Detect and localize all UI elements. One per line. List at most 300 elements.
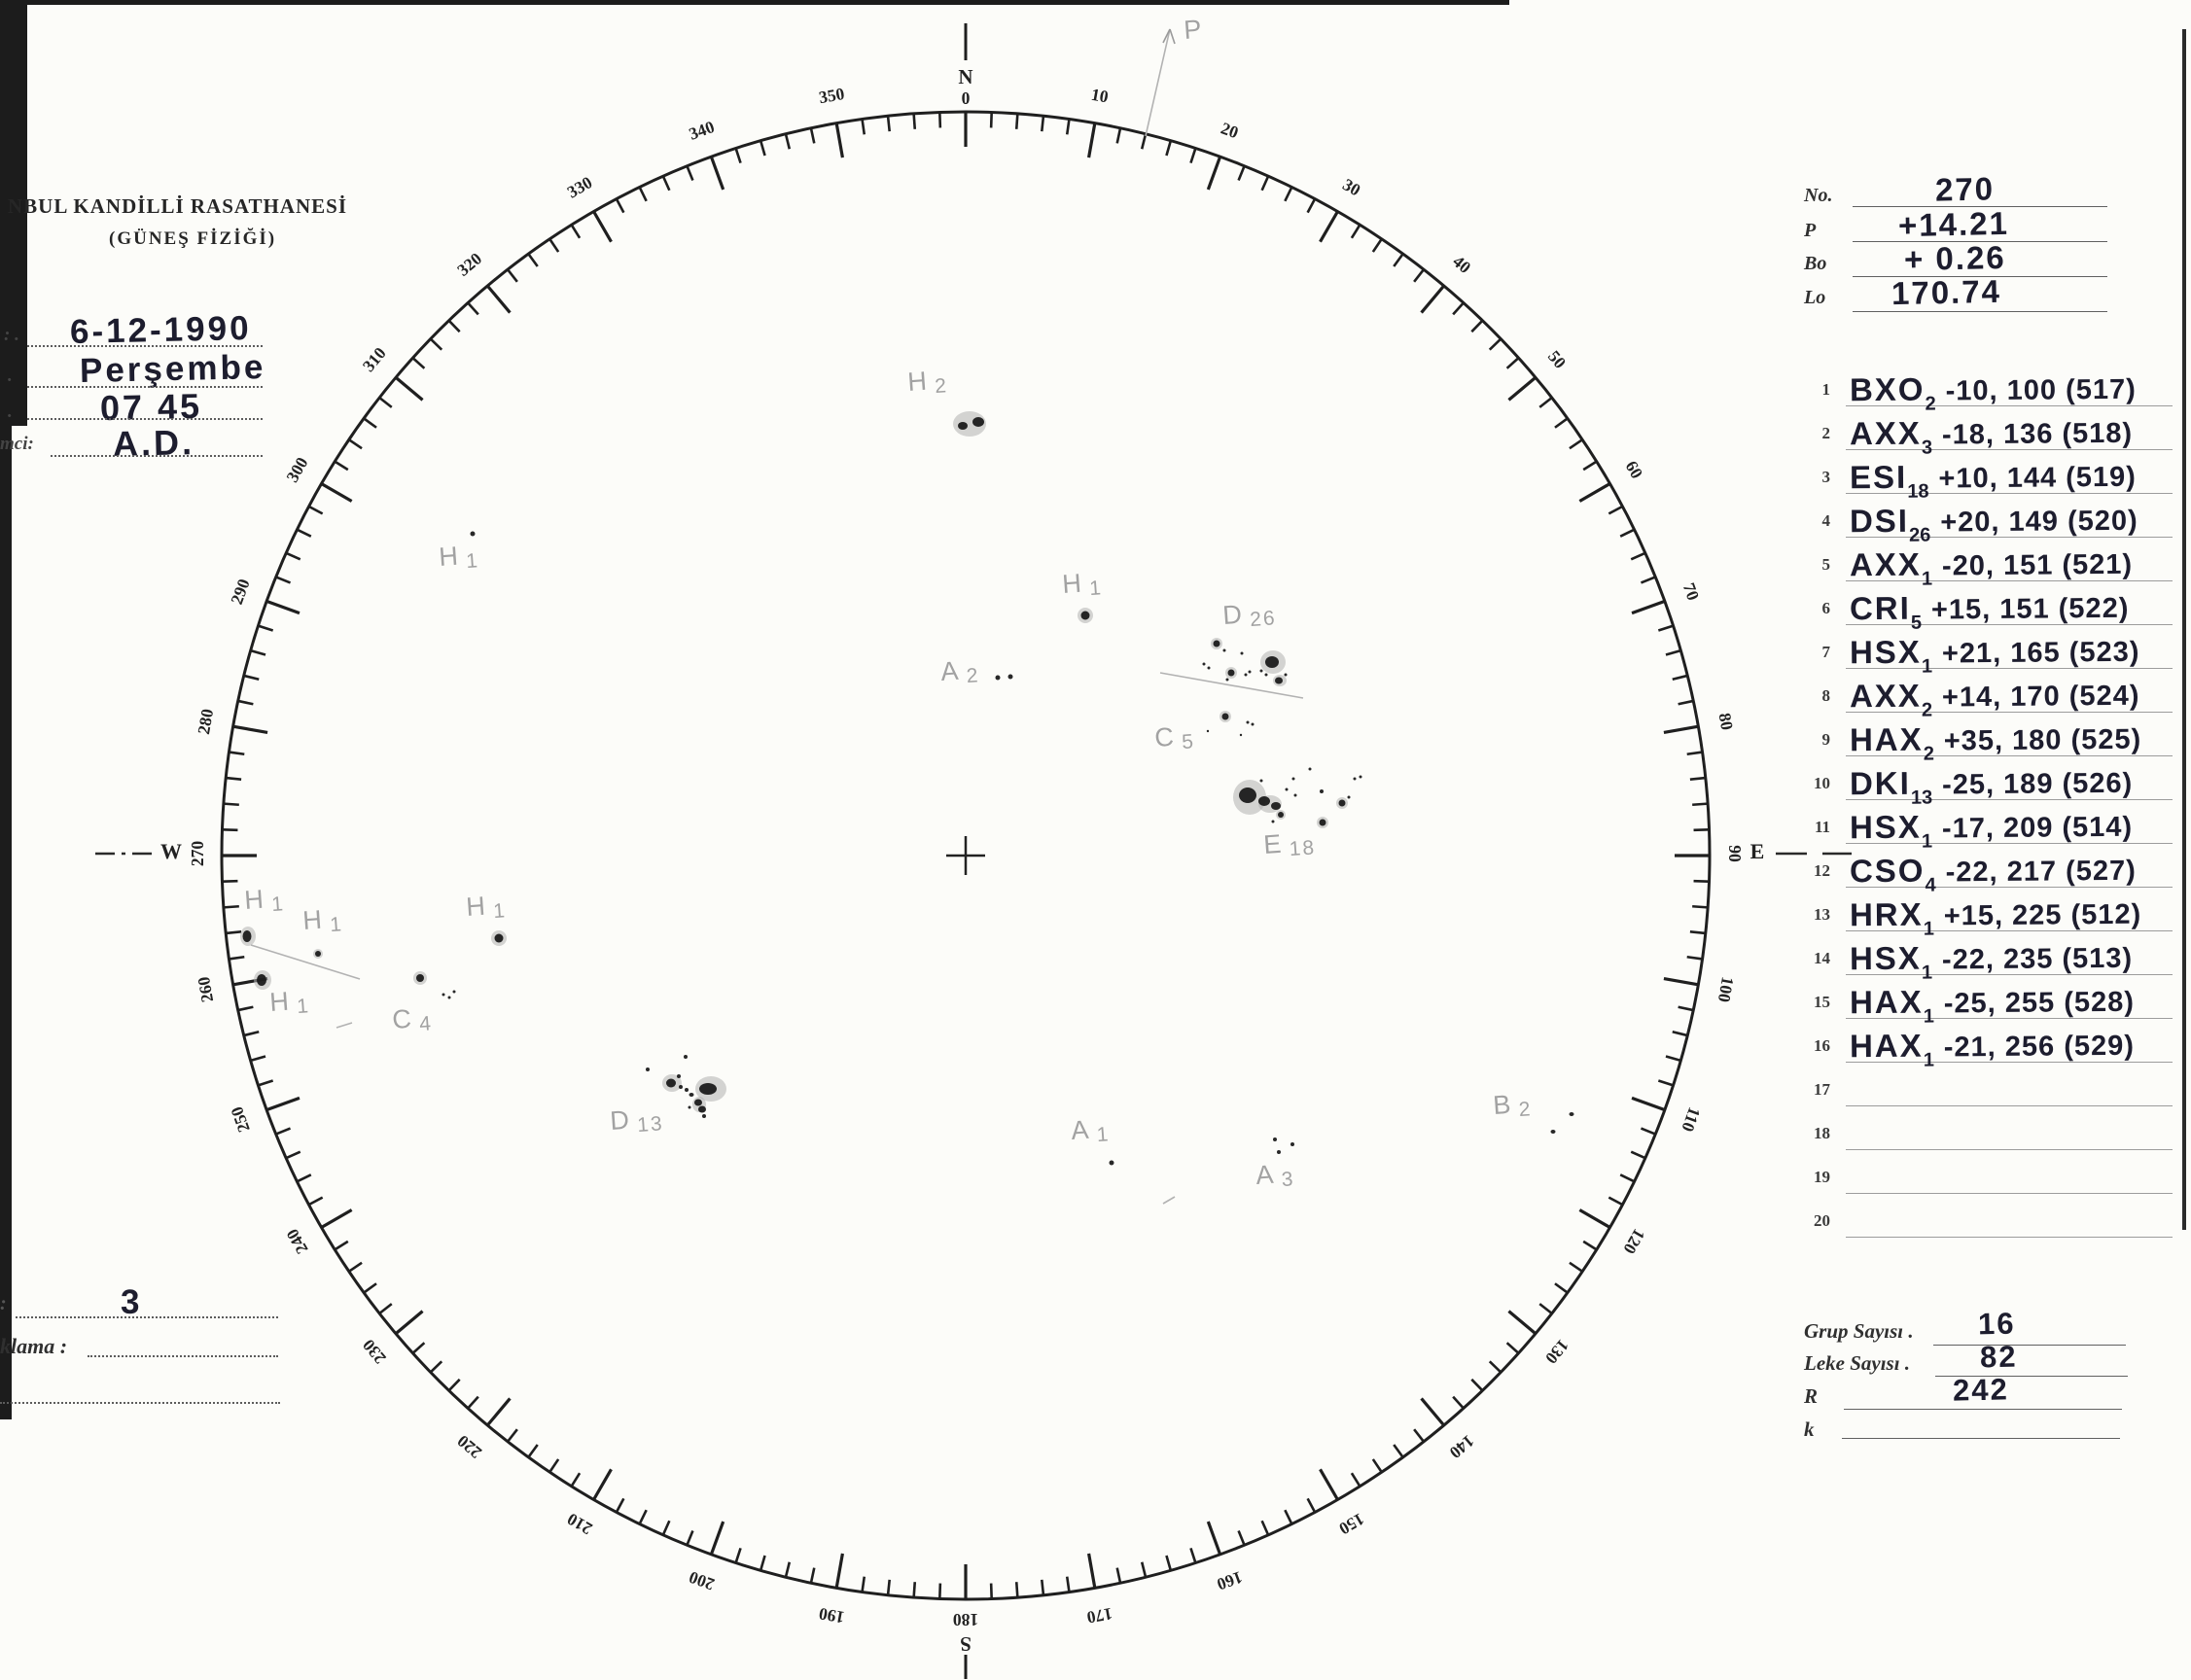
group-row-number: 5 [1821,555,1830,574]
sunspot-umbra [689,1093,694,1097]
dial-tick [1631,1152,1645,1159]
dial-tick [349,439,362,448]
dial-tick [412,358,424,368]
dial-degree-label: 190 [817,1603,846,1628]
sunspot-umbra [1286,788,1289,791]
sunspot-group-label: H 1 [465,891,508,924]
sunspot-umbra [1260,780,1263,783]
dial-degree-label: 340 [686,117,718,144]
dial-tick [251,1056,265,1060]
dial-tick [297,1174,310,1181]
dial-tick [640,1510,647,1523]
dial-tick [508,269,517,282]
dial-tick [1631,553,1645,560]
dial-tick [1583,462,1597,470]
dial-tick [297,530,310,537]
obs-row-label: . [8,402,13,422]
group-position: +20, 149 (520) [1940,505,2138,539]
dial-degree-label: 110 [1678,1104,1705,1135]
dial-tick [888,116,890,131]
ephemeris-label: P [1804,220,1817,241]
dial-tick [1579,1210,1609,1228]
summary-label: Leke Sayısı . [1804,1351,1911,1375]
group-row-number: 2 [1821,424,1830,442]
group-classification: HSX [1849,633,1922,671]
group-row-number: 18 [1814,1124,1830,1142]
dial-degree-label: 140 [1445,1431,1478,1463]
sunspot-umbra [698,1106,706,1113]
group-classification: AXX [1849,414,1922,452]
group-row-number: 10 [1814,774,1830,792]
sunspot-umbra [1081,612,1090,620]
sunspot-umbra [1008,675,1013,680]
sunspot-umbra [471,532,476,537]
dial-tick [1453,1397,1464,1409]
sunspot-umbra [1249,671,1252,674]
dial-tick [1490,339,1502,350]
sunspot-umbra [1203,663,1206,666]
ephemeris-label: Bo [1804,253,1827,274]
group-row-entry [1850,763,2134,811]
dial-tick [468,1397,478,1409]
sunspot-umbra [1265,674,1268,677]
sunspot-umbra [1277,1150,1281,1154]
sunspot-umbra [1214,641,1220,648]
dial-degree-label: 120 [1619,1225,1649,1258]
group-row-number: 14 [1814,949,1830,967]
sunspot-umbra [1222,714,1229,720]
dial-tick [1555,1283,1568,1292]
group-row-entry [1850,501,2138,548]
sunspot-group-label: H 2 [906,366,949,399]
group-spot-count: 1 [1921,830,1933,853]
note-line-2 [0,1402,280,1404]
dial-tick [863,119,865,134]
dial-tick [1539,398,1552,407]
group-classification: CRI [1849,589,1911,627]
dial-tick [939,1584,940,1599]
south-degree-label: 180 [952,1609,979,1629]
dial-tick [1694,881,1710,882]
dial-tick [914,114,915,129]
summary-label: Grup Sayısı . [1804,1319,1914,1343]
dial-tick [863,1577,865,1592]
group-spot-count: 4 [1925,874,1936,896]
dial-tick [572,1473,580,1487]
summary-label: k [1804,1418,1815,1441]
obs-row-label: . [8,366,13,386]
dial-tick [349,1263,362,1272]
dial-tick [1308,199,1316,213]
dial-tick [1679,1007,1694,1010]
dial-tick [663,1521,670,1535]
dial-degree-label: 320 [453,248,486,280]
dial-tick [1570,439,1582,448]
sunspot-umbra [1271,802,1281,810]
dial-tick [1579,484,1609,502]
dial-tick [1679,701,1694,704]
sunspot-umbra [1241,652,1244,655]
observatory-subtitle: (GÜNEŞ FİZİĞİ) [109,228,277,249]
dial-degree-label: 250 [227,1103,254,1136]
dial-tick [528,254,537,266]
group-row-entry [1850,894,2142,942]
dial-tick [266,601,300,612]
dial-tick [1570,1263,1582,1272]
sunspot-umbra [666,1079,676,1088]
group-classification: HAX [1849,983,1924,1021]
sunspot-umbra [1285,674,1288,677]
dial-tick [1666,650,1680,654]
sunspot-group-label: D 13 [609,1104,665,1138]
sunspot-group-label: C 5 [1153,721,1196,754]
dial-tick [1664,726,1698,732]
dial-tick [309,507,323,514]
dial-degree-label: 230 [358,1335,390,1368]
dial-tick [736,1548,741,1562]
dial-tick [687,166,692,181]
group-classification: HRX [1849,895,1924,933]
sunspot-umbra [1290,1142,1294,1146]
dial-tick [222,829,237,830]
sunspot-group-label: H 1 [243,884,286,917]
dial-tick [266,1098,300,1109]
group-row-number: 3 [1821,468,1830,486]
dial-tick [711,157,723,190]
dial-tick [1262,176,1269,191]
group-classification: CSO [1849,852,1926,890]
dial-degree-label: 80 [1714,711,1738,732]
dial-tick [1507,1343,1519,1353]
north-degree-label: 0 [961,88,971,108]
dial-degree-label: 20 [1218,118,1242,143]
dial-degree-label: 200 [686,1567,718,1594]
sunspot-umbra [243,930,252,942]
dial-tick [1666,1056,1680,1060]
dial-tick [286,1152,300,1159]
group-classification: HAX [1849,1027,1924,1065]
group-row-entry [1850,851,2137,898]
ephemeris-value: 170.74 [1891,272,2002,312]
dial-tick [1692,804,1708,805]
dial-degree-label: 350 [817,83,846,108]
summary-value: 82 [1979,1339,2018,1375]
sunspot-umbra [1354,778,1357,781]
dial-tick [226,778,241,780]
dial-tick [760,1556,764,1570]
group-classification: HSX [1849,939,1922,977]
dial-tick [1490,1361,1502,1372]
group-row-entry [1850,1026,2135,1073]
dial-tick [1687,957,1703,959]
dial-tick [1373,1459,1382,1472]
sunspot-umbra [1110,1161,1114,1166]
dial-tick [364,1283,376,1292]
pencil-line [336,1023,352,1028]
dial-tick [396,377,423,400]
sunspot-umbra [689,1106,691,1109]
sunspot-umbra [1228,670,1235,677]
dial-tick [836,1554,842,1588]
dial-tick [1555,418,1568,427]
dial-tick [1620,1174,1634,1181]
group-position: +21, 165 (523) [1941,636,2140,670]
sunspot-umbra [1275,678,1283,684]
dial-degree-label: 100 [1714,975,1739,1004]
sunspot-group-label: A 2 [939,655,981,688]
group-row-number: 17 [1814,1080,1830,1099]
group-classification: DSI [1849,502,1910,540]
group-spot-count: 1 [1921,962,1933,984]
dial-tick [1422,1398,1444,1425]
group-classification: DKI [1849,764,1911,802]
dial-tick [1208,157,1219,190]
group-row-number: 12 [1814,861,1830,880]
group-classification: HAX [1849,720,1924,758]
sunspot-umbra [685,1088,689,1092]
group-position: +15, 225 (512) [1943,898,2142,932]
sunspot-umbra [702,1114,706,1118]
sunspot-umbra [996,676,1001,681]
dial-tick [1608,507,1622,514]
group-spot-count: 1 [1921,568,1933,590]
dial-tick [1262,1521,1269,1535]
obs-row-label: mci: [0,434,34,454]
group-row-number: 16 [1814,1036,1830,1055]
obs-row-label: : . [4,325,19,345]
dial-tick [736,148,741,162]
group-row-number: 19 [1814,1168,1830,1186]
group-position: -10, 100 (517) [1945,373,2137,407]
dial-tick [1089,123,1095,158]
dial-tick [1285,187,1291,200]
dial-degree-label: 220 [453,1431,486,1463]
dial-tick [1394,1445,1402,1457]
dial-degree-label: 160 [1214,1567,1246,1594]
dial-degree-label: 280 [193,707,218,736]
dial-tick [1471,1380,1482,1391]
dial-degree-label: 50 [1543,346,1571,372]
dial-tick [888,1580,890,1595]
dial-tick [1632,1098,1665,1109]
dial-degree-label: 330 [563,172,596,202]
dial-tick [1089,1554,1095,1588]
group-position: -22, 217 (527) [1945,855,2137,889]
dial-tick [1239,166,1245,181]
group-position: -25, 255 (528) [1943,986,2136,1020]
group-row-number: 6 [1821,599,1830,617]
dial-tick [364,418,376,427]
dial-tick [711,1522,723,1555]
dial-tick [487,1398,510,1425]
dial-tick [1117,128,1120,144]
dial-tick [431,339,442,350]
group-spot-count: 3 [1921,437,1933,459]
dial-degree-label: 290 [227,576,254,608]
group-classification: AXX [1849,677,1922,715]
dial-tick [335,462,348,470]
dial-tick [276,1129,291,1135]
dial-tick [487,286,510,313]
dial-tick [1016,114,1017,129]
dial-tick [991,1584,992,1599]
group-position: -17, 209 (514) [1941,811,2134,845]
group-classification: ESI [1849,458,1908,496]
group-position: +10, 144 (519) [1938,461,2138,495]
dial-tick [1285,1510,1291,1523]
sunspot-group-label: P [1183,14,1205,45]
dial-tick [1641,1129,1655,1135]
north-label: N [958,65,973,88]
group-row-number: 4 [1821,511,1830,530]
group-row-number: 1 [1821,380,1830,399]
dial-tick [617,1498,624,1512]
dial-tick [1239,1530,1245,1545]
dial-tick [431,1361,442,1372]
ephemeris-value: + 0.26 [1903,238,2007,278]
dial-tick [1694,829,1710,830]
dial-tick [1321,211,1338,241]
group-row-entry [1850,938,2134,986]
sunspot-umbra [1252,723,1255,726]
group-position: -22, 235 (513) [1941,942,2134,976]
summary-line [1842,1438,2120,1439]
sunspot-umbra [1247,721,1250,724]
group-row-line [1846,1237,2173,1238]
dial-tick [379,1304,392,1313]
dial-tick [528,1445,537,1457]
sunspot-umbra [442,994,445,997]
dial-degree-label: 10 [1089,84,1111,107]
dial-tick [786,1562,790,1578]
group-row-entry [1850,544,2134,592]
sunspot-group-label: D 26 [1221,599,1278,632]
sunspot-umbra [1208,667,1211,670]
dial-tick [1690,931,1706,933]
sunspot-umbra [416,974,424,982]
dial-tick [1673,676,1688,680]
dial-tick [1190,1548,1195,1562]
dial-tick [786,134,790,150]
sunspot-umbra [257,974,266,986]
group-spot-count: 5 [1910,612,1923,634]
dial-tick [1042,116,1043,131]
sunspot-umbra [699,1083,717,1095]
dial-tick [1453,302,1464,314]
observatory-title: NBUL KANDİLLİ RASATHANESİ [8,194,348,218]
group-position: -25, 189 (526) [1941,767,2134,801]
pencil-line [1163,1197,1175,1204]
dial-tick [1583,1242,1597,1249]
dial-tick [663,176,670,191]
sunspot-umbra [1226,679,1229,682]
dial-tick [468,302,478,314]
sunspot-umbra [1320,789,1324,793]
group-row-entry [1850,457,2137,505]
sunspot-group-label: B 2 [1492,1089,1534,1122]
dial-tick [224,804,239,805]
dial-tick [238,701,254,704]
quality-line [16,1316,278,1318]
dial-tick [1508,1312,1536,1334]
dial-degree-label: 310 [358,343,390,376]
dial-tick [1414,269,1424,282]
dial-tick [321,1210,351,1228]
dial-tick [222,881,237,882]
dial-tick [1142,1562,1146,1578]
summary-value: 242 [1952,1372,2010,1408]
dial-tick [1673,1032,1688,1035]
dial-degree-label: 60 [1621,457,1647,482]
dial-tick [1067,119,1069,134]
dial-tick [258,1080,272,1085]
position-angle-arrow [1146,29,1170,136]
group-classification: BXO [1849,370,1926,408]
dial-tick [1166,141,1170,156]
dial-tick [939,112,940,127]
sunspot-umbra [694,1100,702,1106]
dial-tick [508,1429,517,1442]
group-row-entry [1850,982,2135,1030]
sunspot-umbra [972,417,984,427]
group-row-number: 9 [1821,730,1830,749]
summary-line [1844,1409,2122,1410]
sunspot-umbra [1320,820,1326,826]
dial-degree-label: 240 [282,1225,312,1258]
group-row-number: 15 [1814,993,1830,1011]
sunspot-umbra [646,1068,650,1071]
group-row-entry [1850,807,2134,855]
dial-degree-label: 150 [1335,1509,1368,1539]
dial-tick [1658,1080,1673,1085]
dial-tick [549,239,558,252]
dial-degree-label: 40 [1449,251,1475,278]
quality-value: 3 [121,1283,140,1321]
dial-tick [1687,752,1703,754]
dial-tick [1471,321,1482,332]
sunspot-umbra [495,934,504,943]
dial-tick [258,626,272,631]
group-row-line [1846,1149,2173,1150]
dial-tick [1508,377,1536,400]
sunspot-umbra [1309,768,1312,771]
group-spot-count: 1 [1923,918,1935,940]
dial-tick [251,650,265,654]
dial-tick [229,957,244,959]
dial-tick [1632,601,1665,612]
dial-tick [238,1007,254,1010]
sunspot-umbra [1207,730,1209,732]
sunspot-umbra [1260,670,1263,673]
summary-line [1933,1345,2126,1346]
dial-tick [229,752,244,754]
dial-tick [1664,979,1698,985]
sunspot-umbra [1339,800,1346,807]
group-row-entry [1850,632,2140,680]
dial-tick [836,123,842,158]
arrowhead [1170,29,1175,44]
group-spot-count: 1 [1923,1049,1935,1071]
dial-tick [412,1343,424,1353]
group-spot-count: 2 [1925,393,1936,415]
west-degree-label: 270 [188,840,208,867]
obs-row-value: A.D. [112,422,195,464]
dial-degree-label: 170 [1085,1603,1114,1628]
group-row-entry [1850,676,2140,723]
west-label: W [160,839,182,864]
dial-degree-label: 30 [1339,174,1364,200]
sunspot-umbra [1360,776,1362,779]
